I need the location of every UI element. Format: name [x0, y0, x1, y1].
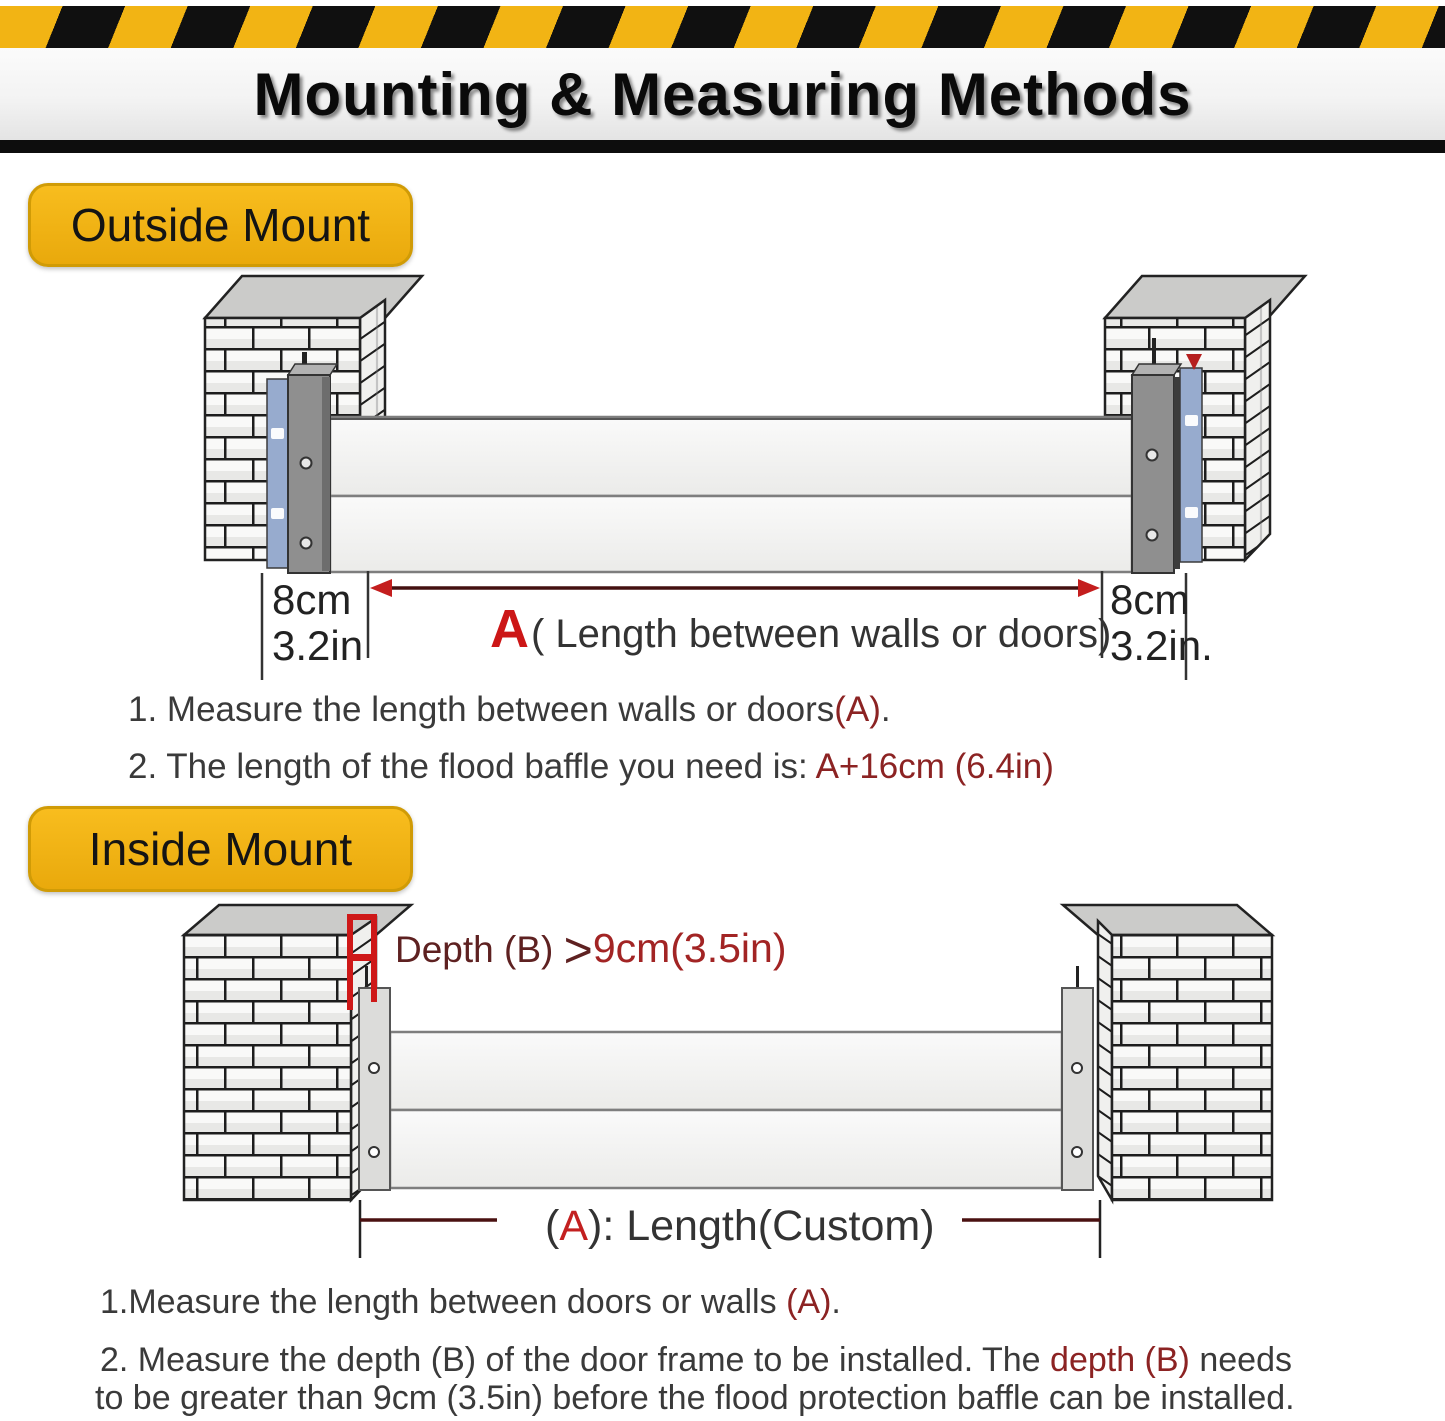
depth-indicator-left-rail — [347, 914, 353, 1010]
arrow-head-right — [1078, 579, 1100, 597]
outside-step1-a: (A) — [834, 690, 881, 729]
inside-right-plate — [1062, 966, 1093, 1190]
barrier-panel-bottom — [330, 496, 1132, 572]
length-label-rest: ( Length between walls or doors) — [531, 612, 1112, 656]
right-anchor-pin — [1152, 338, 1156, 366]
dim-right-inch: 3.2in. — [1110, 622, 1213, 669]
depth-label — [395, 921, 787, 979]
right-seal-strip — [1180, 368, 1202, 562]
barrier-panel-top — [330, 417, 1132, 496]
outside-right-pillar-side — [1245, 300, 1270, 560]
screw-hole — [301, 538, 312, 549]
outside-dim-right — [1110, 577, 1213, 669]
left-anchor-pin — [365, 966, 368, 989]
outside-step1-text: 1. Measure the length between walls or doors — [128, 690, 835, 729]
screw-hole — [301, 458, 312, 469]
depth-label-gt: > — [563, 922, 593, 978]
inside-step-1 — [100, 1283, 841, 1322]
dim-left-inch: 3.2in — [272, 622, 364, 669]
outside-dim-left — [272, 577, 363, 669]
screw-hole — [369, 1063, 379, 1073]
inside-step-2-line-1 — [100, 1341, 1292, 1380]
bracket-shadow-edge — [322, 377, 330, 571]
inside-right-pillar-side — [1098, 921, 1112, 1200]
hazard-stripe-band — [0, 6, 1445, 48]
length-open-paren: ( — [545, 1202, 560, 1250]
inside-step1-text: 1.Measure the length between doors or walls — [100, 1283, 787, 1321]
outside-mount-badge-label: Outside Mount — [70, 199, 371, 251]
inside-mount-badge — [28, 806, 413, 892]
inside-right-pillar-top — [1063, 905, 1272, 935]
length-a: A — [559, 1202, 589, 1250]
dim-right-cm: 8cm — [1110, 576, 1190, 623]
inside-step2-needs: needs — [1189, 1341, 1292, 1379]
inside-right-pillar — [1063, 905, 1272, 1200]
inside-step1-period: . — [831, 1283, 841, 1321]
dim-left-cm: 8cm — [272, 576, 352, 623]
seal-dot — [271, 508, 284, 519]
screw-hole — [1147, 530, 1158, 541]
seal-dot — [1185, 507, 1198, 518]
depth-label-text: Depth (B) — [395, 929, 564, 970]
inside-length-label — [545, 1202, 935, 1251]
right-anchor-pin — [1076, 966, 1079, 989]
inside-step2-depth: depth (B) — [1050, 1341, 1190, 1379]
outside-step-1 — [128, 690, 1054, 730]
barrier-panel-bottom — [390, 1110, 1062, 1188]
outside-step2-text: 2. The length of the flood baffle you need is: — [128, 747, 816, 786]
bracket-top-bevel — [1132, 364, 1181, 375]
screw-hole — [1072, 1147, 1082, 1157]
outside-right-bracket — [1132, 338, 1202, 573]
mounting-plate — [1062, 988, 1093, 1190]
bracket-gap-shadow — [1174, 377, 1180, 569]
outside-step1-period: . — [880, 690, 891, 729]
barrier-panel-top — [390, 1032, 1062, 1110]
arrow-head-left — [370, 579, 392, 597]
mounting-plate — [359, 988, 390, 1190]
outside-step-2 — [128, 747, 1054, 787]
screw-hole — [1072, 1063, 1082, 1073]
length-rest: ): Length(Custom) — [588, 1202, 935, 1250]
inside-step1-a: (A) — [786, 1283, 832, 1321]
page-title: Mounting & Measuring Methods — [253, 60, 1192, 128]
inside-flood-barrier — [390, 1032, 1062, 1188]
inside-step2-text: 2. Measure the depth (B) of the door frame to be installed. The — [100, 1341, 1051, 1379]
inside-step-2-line-2 — [95, 1379, 1295, 1418]
seal-dot — [1185, 415, 1198, 426]
outside-flood-barrier — [330, 417, 1132, 572]
banner-divider-bar — [0, 140, 1445, 153]
outside-steps — [128, 690, 1054, 804]
length-label-a: A — [490, 599, 529, 659]
screw-hole — [1147, 450, 1158, 461]
seal-dot — [271, 428, 284, 439]
outside-left-bracket — [267, 352, 337, 573]
inside-right-pillar-front — [1112, 935, 1272, 1200]
left-seal-strip — [267, 379, 288, 568]
bracket-top-bevel — [288, 364, 337, 375]
outside-mount-badge — [28, 183, 413, 267]
bracket-channel — [1132, 375, 1174, 573]
outside-step2-value: A+16cm (6.4in) — [815, 747, 1054, 786]
depth-indicator-rung — [347, 954, 377, 961]
screw-hole — [369, 1147, 379, 1157]
outside-left-pillar-top — [205, 276, 422, 318]
title-band — [0, 48, 1445, 140]
inside-left-pillar-front — [184, 935, 351, 1200]
depth-label-value: 9cm(3.5in) — [592, 925, 787, 971]
inside-step2-continuation: to be greater than 9cm (3.5in) before the flood protection baffle can be installed. — [95, 1379, 1295, 1417]
outside-right-pillar-top — [1105, 276, 1305, 318]
inside-mount-badge-label: Inside Mount — [88, 823, 353, 875]
outside-length-label — [490, 598, 1111, 660]
